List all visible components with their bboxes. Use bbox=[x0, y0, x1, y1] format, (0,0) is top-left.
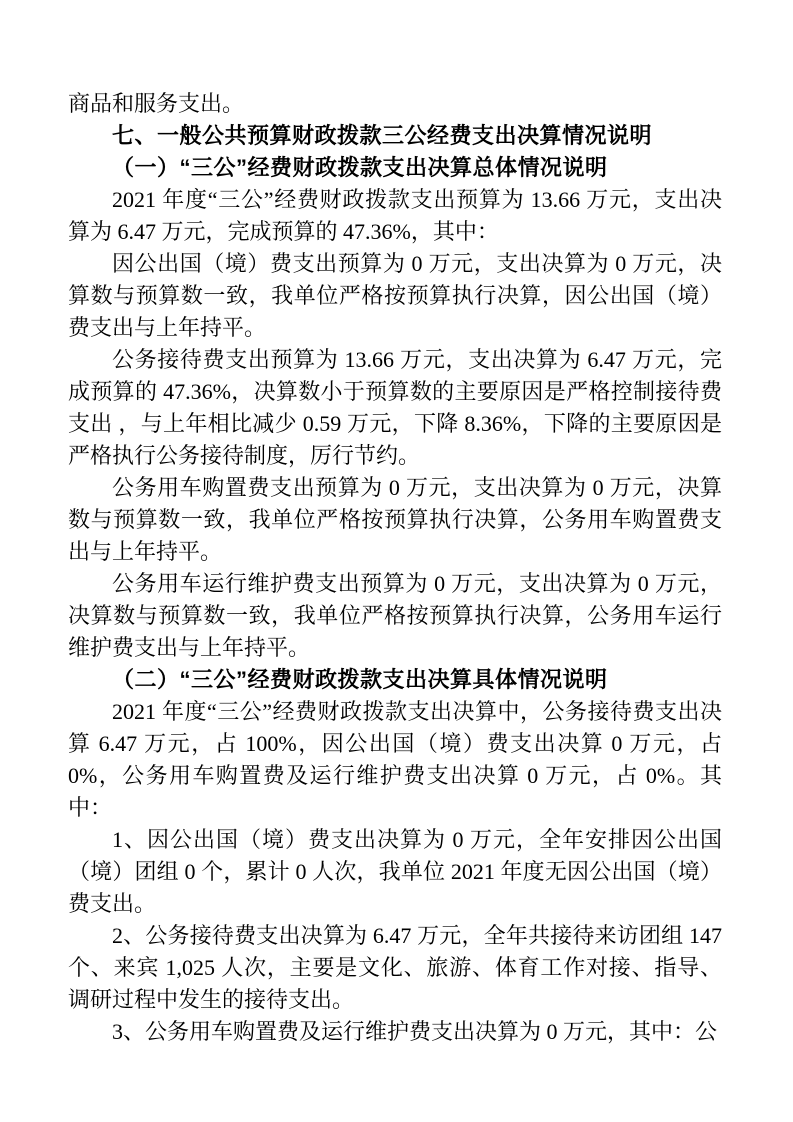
paragraph-reception-expense: 公务接待费支出预算为 13.66 万元，支出决算为 6.47 万元，完成预算的 47.36%，决算数小于预算数的主要原因是严格控制接待费支出 ，与上年相比减少 0.59 万元，下降 8.36%，下降的主要原因是严格执行公务接待制度，厉行节约。 bbox=[68, 347, 722, 468]
heading-subsection-two: （二）“三公”经费财政拨款支出决算具体情况说明 bbox=[112, 667, 608, 692]
paragraph-goods-services: 商品和服务支出。 bbox=[68, 91, 245, 116]
paragraph-item-2-reception: 2、公务接待费支出决算为 6.47 万元，全年共接待来访团组 147 个、来宾 1,025 人次，主要是文化、旅游、体育工作对接、指导、调研过程中发生的接待支出。 bbox=[68, 923, 722, 1012]
paragraph-overall-budget: 2021 年度“三公”经费财政拨款支出预算为 13.66 万元，支出决算为 6.47 万元，完成预算的 47.36%，其中： bbox=[68, 187, 722, 244]
paragraph-item-3-vehicle: 3、公务用车购置费及运行维护费支出决算为 0 万元，其中：公 bbox=[112, 1019, 718, 1044]
heading-subsection-one: （一）“三公”经费财政拨款支出决算总体情况说明 bbox=[112, 155, 608, 180]
heading-section-seven: 七、一般公共预算财政拨款三公经费支出决算情况说明 bbox=[112, 123, 653, 148]
paragraph-vehicle-purchase: 公务用车购置费支出预算为 0 万元，支出决算为 0 万元，决算数与预算数一致，我单位严格按预算执行决算，公务用车购置费支出与上年持平。 bbox=[68, 475, 722, 564]
paragraph-item-1-abroad: 1、因公出国（境）费支出决算为 0 万元，全年安排因公出国（境）团组 0 个，累计 0 人次，我单位 2021 年度无因公出国（境）费支出。 bbox=[68, 827, 722, 916]
paragraph-vehicle-maintenance: 公务用车运行维护费支出预算为 0 万元，支出决算为 0 万元，决算数与预算数一致，我单位严格按预算执行决算，公务用车运行维护费支出与上年持平。 bbox=[68, 571, 722, 660]
document-text-block bbox=[68, 88, 722, 1048]
paragraph-abroad-expense: 因公出国（境）费支出预算为 0 万元，支出决算为 0 万元，决算数与预算数一致，我单位严格按预算执行决算，因公出国（境）费支出与上年持平。 bbox=[68, 251, 722, 340]
paragraph-detail-overview: 2021 年度“三公”经费财政拨款支出决算中，公务接待费支出决算 6.47 万元，占 100%，因公出国（境）费支出决算 0 万元，占 0%，公务用车购置费及运行维护费支出决算 0 万元，占 0%。其中： bbox=[68, 699, 722, 820]
